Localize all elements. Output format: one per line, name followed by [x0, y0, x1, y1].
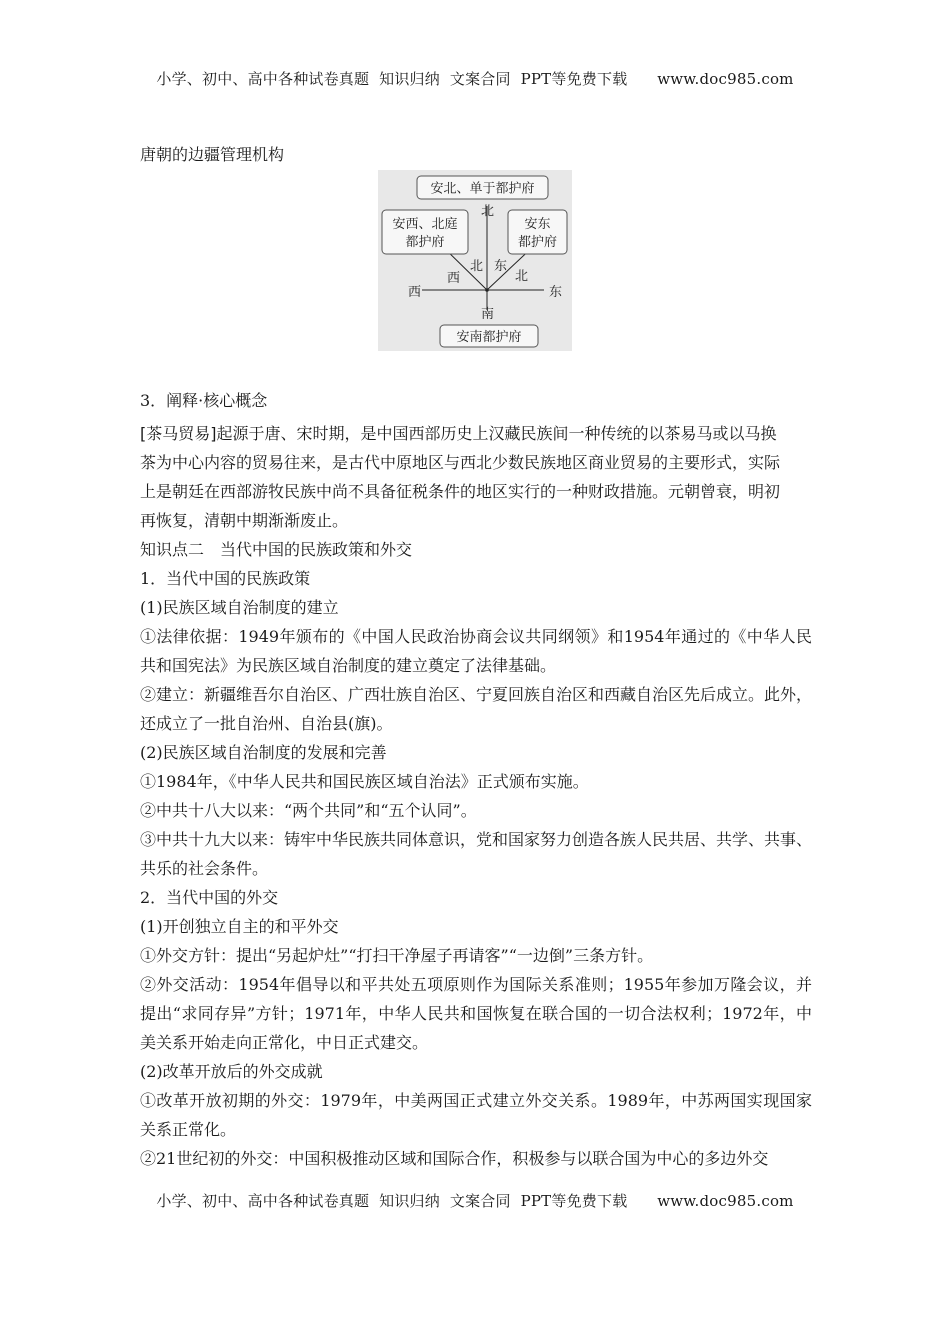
section-1-2-item-a: ①1984年，《中华人民共和国民族区域自治法》正式颁布实施。 — [140, 772, 589, 791]
box-northeast-text-2: 都护府 — [517, 235, 558, 250]
concept-line-1: [茶马贸易]起源于唐、宋时期，是中国西部历史上汉藏民族间一种传统的以茶易马或以马换 — [140, 424, 777, 443]
concept-line-4: 再恢复，清朝中期渐渐废止。 — [140, 511, 349, 530]
concept-line-3: 上是朝廷在西部游牧民族中尚不具备征税条件的地区实行的一种财政措施。元朝曾衰，明初 — [140, 482, 781, 501]
section-1-1-item-a: ①法律依据：1949年颁布的《中国人民政治协商会议共同纲领》和1954年通过的《中华人民共和国宪法》为民族区域自治制度的建立奠定了法律基础。 — [140, 627, 812, 675]
label-ne-east: 东 — [494, 259, 508, 274]
section-1-2-item-c: ③中共十九大以来：铸牢中华民族共同体意识，党和国家努力创造各族人民共居、共学、共事、共乐的社会条件。 — [140, 830, 813, 878]
box-northwest-text-1: 安西、北庭 — [392, 217, 458, 232]
section-2-1-item-b: ②外交活动：1954年倡导以和平共处五项原则作为国际关系准则；1955年参加万隆会议，并提出“求同存异”方针；1971年，中华人民共和国恢复在联合国的一切合法权利；1972年，中美关系开始走向正常化，中日正式建交。 — [140, 975, 812, 1052]
page-header: 小学、初中、高中各种试卷真题 知识归纳 文案合同 PPT等免费下载 www.doc985.com — [156, 70, 794, 88]
label-east: 东 — [549, 285, 563, 300]
section-2-title: 2．当代中国的外交 — [140, 888, 279, 907]
box-northeast-text-1: 安东 — [524, 217, 551, 232]
section-1-2-item-b: ②中共十八大以来：“两个共同”和“五个认同”。 — [140, 801, 477, 820]
box-northwest-text-2: 都护府 — [405, 235, 445, 250]
box-north-text: 安北、单于都护府 — [430, 181, 535, 197]
page-footer: 小学、初中、高中各种试卷真题 知识归纳 文案合同 PPT等免费下载 www.doc985.com — [156, 1192, 794, 1210]
main-content — [140, 386, 812, 1173]
section-1-1-item-b: ②建立：新疆维吾尔自治区、广西壮族自治区、宁夏回族自治区和西藏自治区先后成立。此外，还成立了一批自治州、自治县(旗)。 — [140, 685, 813, 733]
section-1-title: 1．当代中国的民族政策 — [140, 569, 311, 588]
diagram-caption — [140, 140, 812, 169]
label-nw-north: 北 — [470, 259, 484, 274]
concept-heading: 3．阐释·核心概念 — [140, 391, 268, 410]
concept-line-2: 茶为中心内容的贸易往来，是古代中原地区与西北少数民族地区商业贸易的主要形式，实际 — [140, 453, 781, 472]
tang-frontier-diagram — [378, 170, 572, 351]
label-north: 北 — [481, 204, 495, 219]
section-2-2-item-b: ②21世纪初的外交：中国积极推动区域和国际合作，积极参与以联合国为中心的多边外交 — [140, 1149, 769, 1168]
box-south-text: 安南都护府 — [456, 330, 522, 345]
section-2-1-item-a: ①外交方针：提出“另起炉灶”“打扫干净屋子再请客”“一边倒”三条方针。 — [140, 946, 654, 965]
knowledge-point-2-title: 知识点二 当代中国的民族政策和外交 — [140, 540, 413, 559]
section-2-2-item-a: ①改革开放初期的外交：1979年，中美两国正式建立外交关系。1989年，中苏两国实现国家关系正常化。 — [140, 1091, 812, 1139]
label-west: 西 — [408, 285, 422, 300]
section-2-2-title: (2)改革开放后的外交成就 — [140, 1062, 323, 1081]
label-south: 南 — [481, 307, 495, 322]
diagram-caption-text: 唐朝的边疆管理机构 — [140, 145, 285, 164]
center-point — [485, 288, 489, 292]
diagram-svg — [378, 170, 572, 351]
section-2-1-title: (1)开创独立自主的和平外交 — [140, 917, 339, 936]
label-nw-west: 西 — [447, 271, 461, 286]
label-ne-north: 北 — [515, 269, 529, 284]
section-1-2-title: (2)民族区域自治制度的发展和完善 — [140, 743, 387, 762]
section-1-1-title: (1)民族区域自治制度的建立 — [140, 598, 339, 617]
